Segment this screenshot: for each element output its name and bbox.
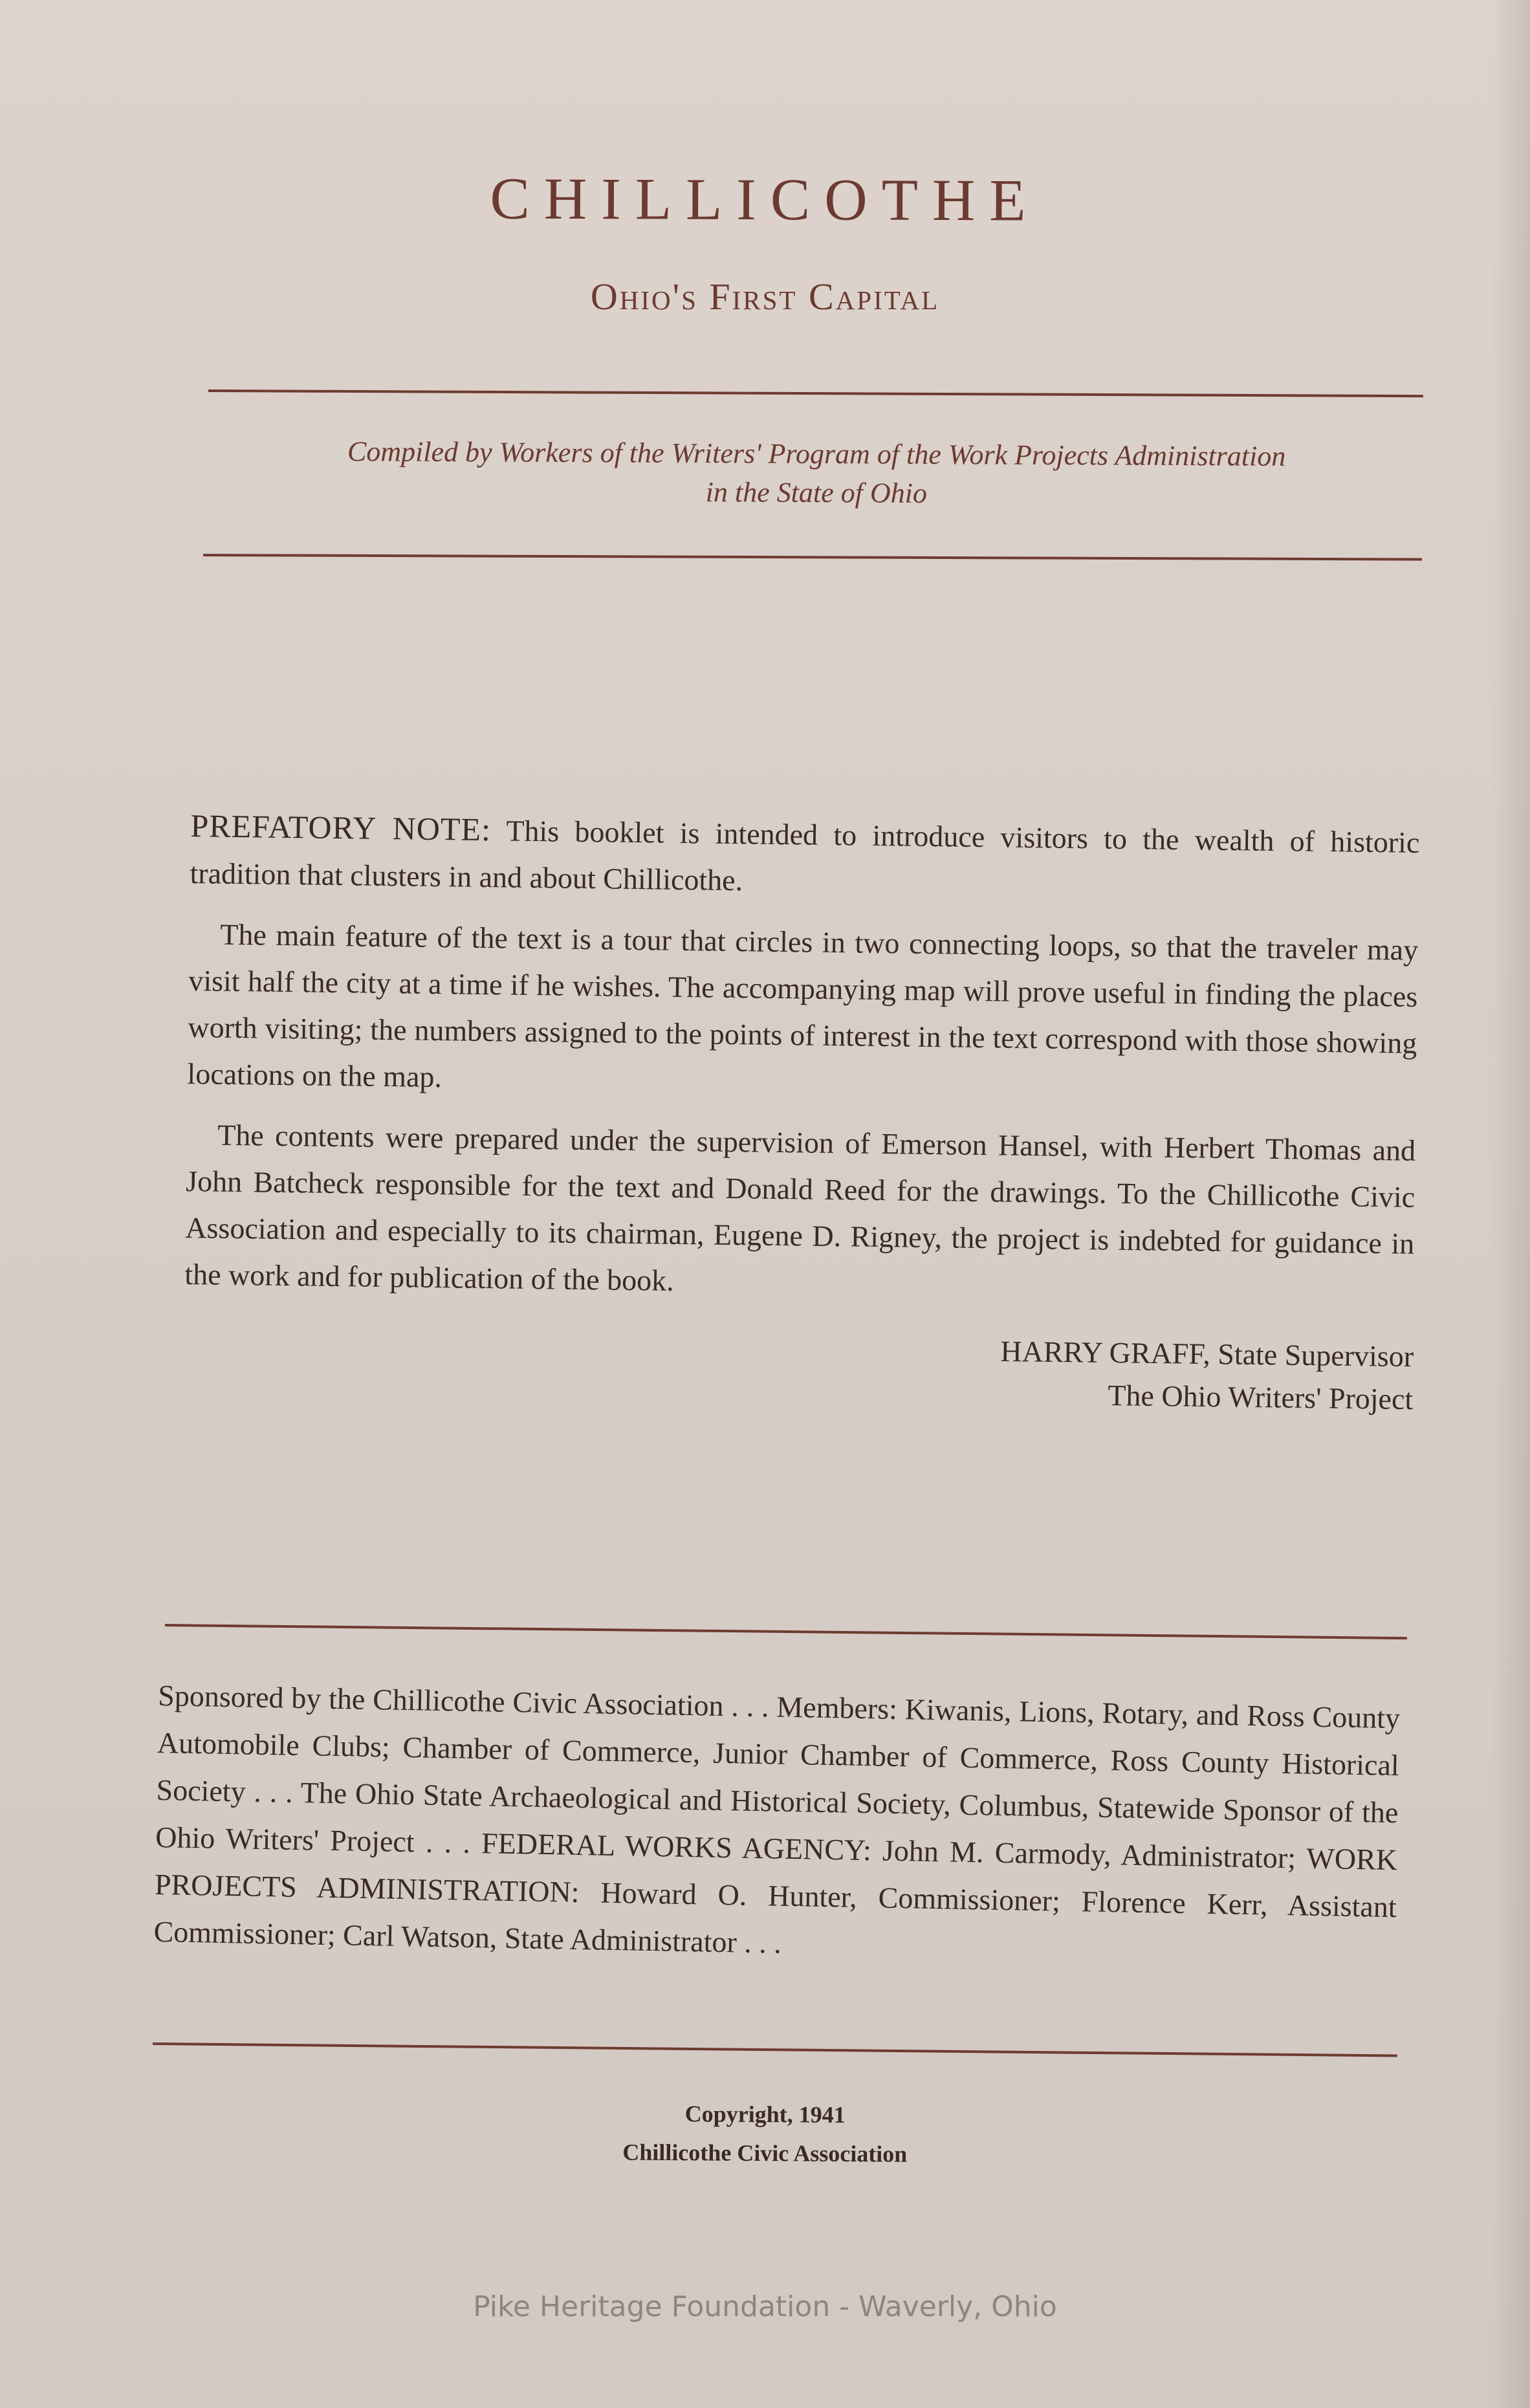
signature-name: HARRY GRAFF, State Supervisor <box>1000 1334 1414 1374</box>
divider-rule-top <box>208 389 1423 397</box>
prefatory-paragraph-1 <box>190 802 1420 913</box>
divider-rule-upper <box>203 554 1422 561</box>
divider-rule-lower <box>165 1624 1407 1639</box>
prefatory-note <box>184 802 1420 1328</box>
prefatory-text-1: This booklet is intended to introduce visitors to the wealth of historic tradition that clusters in and about Chillicothe. <box>190 814 1420 897</box>
compiled-line-2: in the State of Ohio <box>705 476 928 509</box>
signature-block <box>1000 1330 1414 1421</box>
page-edge-shadow <box>1491 0 1530 2408</box>
page-title: CHILLICOTHE <box>490 165 1040 234</box>
divider-rule-bottom <box>153 2042 1397 2057</box>
copyright-block <box>0 2090 1530 2178</box>
sponsorship-paragraph: Sponsored by the Chillicothe Civic Association . . . Members: Kiwanis, Lions, Rotary, and Ross County Automobile Clubs; Chamber of Commerce, Junior Chamber of Commerce, Ross County Historical Society . . . The Ohio State Archaeological and Historical Society, Columbus, Statewide Sponsor of the Ohio Writers' Project . . . FEDERAL WORKS AGENCY: John M. Carmody, Administrator; WORK PROJECTS ADMINISTRATION: Howard O. Hunter, Commissioner; Florence Kerr, Assistant Commissioner; Carl Watson, State Administrator . . . <box>153 1678 1401 1960</box>
page-subtitle: Ohio's First Capital <box>590 276 940 318</box>
prefatory-paragraph-2: The main feature of the text is a tour that circles in two connecting loops, so that the traveler may visit half the city at a time if he wishes. The accompanying map will prove useful in finding the places worth visiting; the numbers assigned to the points of interest in the text correspond with those showing locations on the map. <box>187 917 1419 1094</box>
watermark-text: Pike Heritage Foundation - Waverly, Ohio <box>473 2290 1057 2323</box>
compiled-by-credit <box>208 432 1425 516</box>
signature-org: The Ohio Writers' Project <box>1108 1379 1414 1416</box>
copyright-holder: Chillicothe Civic Association <box>622 2139 908 2167</box>
compiled-line-1: Compiled by Workers of the Writers' Program of the Work Projects Administration <box>347 435 1286 472</box>
prefatory-paragraph-3: The contents were prepared under the supervision of Emerson Hansel, with Herbert Thomas and John Batcheck responsible for the text and Donald Reed for the drawings. To the Chillicothe Civic Association and especially to its chairman, Eugene D. Rigney, the project is indebted for guidance in the work and for publication of the book. <box>184 1118 1416 1297</box>
prefatory-lead: PREFATORY NOTE: <box>190 807 492 848</box>
copyright-year: Copyright, 1941 <box>684 2101 846 2128</box>
